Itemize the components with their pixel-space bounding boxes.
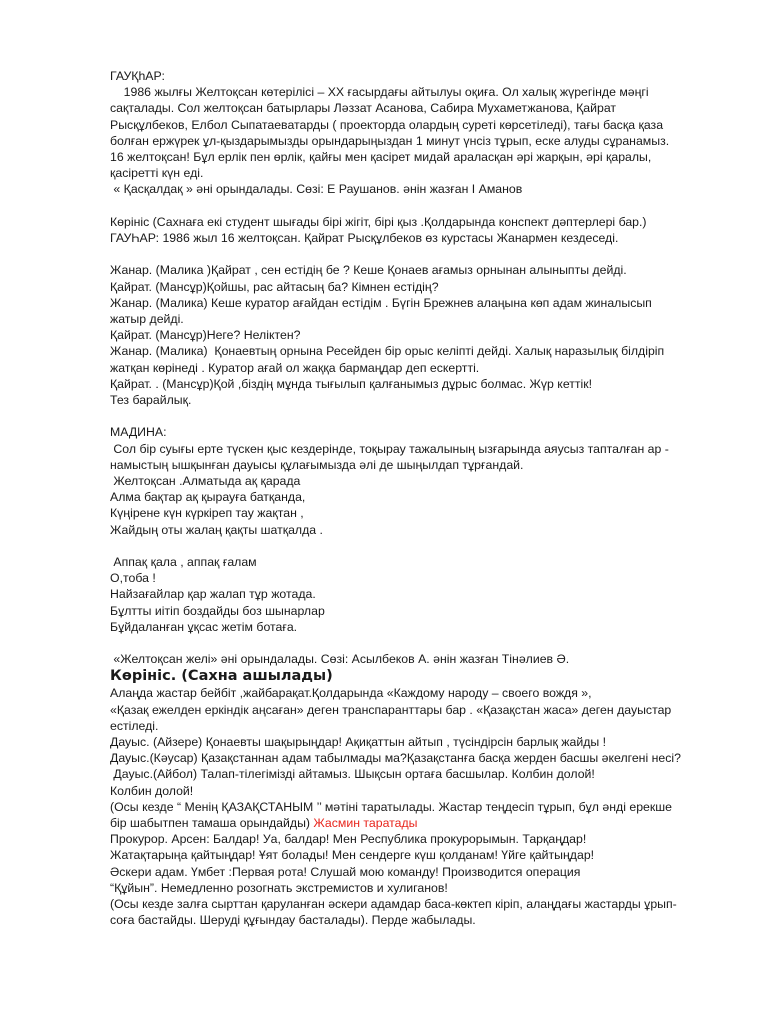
text-line: 1986 жылғы Желтоқсан көтерілісі – ХХ ғасырдағы айтылуы оқиға. Ол халық жүрегінде мәңгі <box>110 85 649 100</box>
text-line: Жанар. (Малика )Қайрат , сен естідің бе ? Кеше Қонаев ағамыз орнынан алыныпты дейді. <box>110 263 627 278</box>
text-line: ГАУҚһАР: <box>110 69 165 83</box>
text-line: Жатақтарыңа қайтыңдар! Ұят болады! Мен сендерге күш қолданам! Үйге қайтыңдар! <box>110 848 595 863</box>
song-announcement: «Желтоқсан желі» әні орындалады. Сөзі: Асылбеков А. әнін жазған Тінәлиев Ә. <box>110 652 570 667</box>
section-heading: Көрініс. (Сахна ашылады) <box>110 668 333 685</box>
text-line: 16 желтоқсан! Бұл ерлік пен өрлік, қайғы мен қасірет мидай араласқан әрі жарқын, әрі қаралы, <box>110 150 652 165</box>
poem-line: Найзағайлар қар жалап тұр жотада. <box>110 587 316 602</box>
text-line: Дауыс.(Кәусар) Қазақстаннан адам табылмады ма?Қазақстанға басқа жерден басшы әкелгені несі? <box>110 751 681 766</box>
text-line: естіледі. <box>110 718 159 733</box>
document-page <box>110 68 722 928</box>
text-line: Алаңда жастар бейбіт ,жайбарақат.Қолдарында «Каждому народу – своего вождя », <box>110 686 592 701</box>
text-line: Қайрат. (Мансұр)Неге? Неліктен? <box>110 328 301 343</box>
text-line: қасіретті күн еді. <box>110 166 204 181</box>
text-line: (Осы кезде залға сырттан қаруланған әскери адамдар баса-көктеп кіріп, алаңдағы жастарды ұрып- <box>110 897 677 912</box>
text-line: Көрініс (Сахнаға екі студент шығады бірі жігіт, бірі қыз .Қолдарында конспект дәптерлері бар.) <box>110 214 647 229</box>
text-line: жатқан көрінеді . Куратор ағай ол жаққа бармаңдар деп ескертті. <box>110 360 480 375</box>
text-line: Жанар. (Малика) Кеше куратор ағайдан естідім . Бүгін Брежнев алаңына көп адам жиналысып <box>110 295 652 310</box>
text-line: Қайрат. (Мансұр)Қойшы, рас айтасың ба? Кімнен естідің? <box>110 279 439 294</box>
scene-intro <box>110 214 722 246</box>
text-line: Рысқұлбеков, Елбол Сыпатаеватарды ( проекторда олардың суреті көрсетіледі), тағы басқа қаза <box>110 117 664 132</box>
text-line: (Осы кезде “ Менің ҚАЗАҚСТАНЫМ ’’ мәтіні таратылады. Жастар теңдесіп тұрып, бұл әнді ерекше <box>110 799 672 814</box>
text-line: соға бастайды. Шеруді құғындау басталады). Перде жабылады. <box>110 913 476 928</box>
text-line: Дауыс.(Айбол) Талап-тілегімізді айтамыз. Шықсын ортаға басшылар. Колбин долой! <box>110 767 595 782</box>
poem-line: Желтоқсан .Алматыда ақ қарада <box>110 474 301 489</box>
madina-block <box>110 424 722 537</box>
dialogue-block <box>110 262 722 408</box>
text-line: Тез барайлық. <box>110 393 192 408</box>
poem-line: Күңірене күн күркіреп тау жақтан , <box>110 506 304 521</box>
poem-line: Жайдың оты жалаң қақты шатқалда . <box>110 522 323 537</box>
text-line: ГАУҺАР: 1986 жыл 16 желтоқсан. Қайрат Рысқұлбеков өз курстасы Жанармен кездеседі. <box>110 231 619 246</box>
poem-line: Бұйдаланған ұқсас жетім ботаға. <box>110 619 298 634</box>
poem-stanza <box>110 554 722 635</box>
text-line: Дауыс. (Айзере) Қонаевты шақырыңдар! Ақиқаттын айтып , түсіндірсін барлық жайды ! <box>110 735 607 750</box>
text-line: сақталады. Сол желтоқсан батырлары Ләззат Асанова, Сабира Мухаметжанова, Қайрат <box>110 101 617 116</box>
text-line: Прокурор. Арсен: Балдар! Уа, балдар! Мен Республика прокурорымын. Тарқаңдар! <box>110 832 587 847</box>
highlighted-note: Жасмин таратады <box>313 816 418 831</box>
text-segment: бір шабытпен тамаша орындайды) <box>110 816 314 831</box>
text-line: « Қасқалдақ » әні орындалады. Сөзі: Е Раушанов. әнін жазған І Аманов <box>110 182 523 197</box>
text-line: Әскери адам. Үмбет :Первая рота! Слушай мою команду! Производится операция <box>110 864 581 879</box>
text-line: МАДИНА: <box>110 425 167 440</box>
poem-line: Бұлтты иітіп боздайды боз шынарлар <box>110 603 325 618</box>
text-line: намыстың ышқынған дауысы құлағымызда әлі де шыңылдап тұрғандай. <box>110 457 524 472</box>
text-line: Сол бір суығы ерте түскен қыс кездерінде, тоқырау тажалының ызғарында аяусыз тапталған ар - <box>110 441 669 456</box>
text-line: “Құйын”. Немедленно розогнать экстремистов и хулиганов! <box>110 880 448 895</box>
text-line <box>110 815 722 831</box>
poem-line: Алма бақтар ақ қырауға батқанда, <box>110 490 306 505</box>
poem-line: Аппақ қала , аппақ ғалам <box>110 555 257 570</box>
text-line: болған ержүрек ұл-қыздарымызды орындарыңыздан 1 минут үнсіз тұрып, еске алуды сұранамыз. <box>110 133 670 148</box>
text-line: Қайрат. . (Мансұр)Қой ,біздің мұнда тығылып қалғанымыз дұрыс болмас. Жүр кеттік! <box>110 376 593 391</box>
text-line: Жанар. (Малика) Қонаевтың орнына Ресейден бір орыс келіпті дейді. Халық наразылық білдіріп <box>110 344 665 359</box>
gaukhar-intro <box>110 68 722 198</box>
text-line: «Қазақ ежелден еркіндік аңсаған» деген транспаранттары бар . «Қазақстан жаса» деген дауыстар <box>110 702 672 717</box>
poem-line: О,тоба ! <box>110 571 156 586</box>
text-line: Колбин долой! <box>110 783 194 798</box>
square-scene <box>110 685 722 928</box>
text-line: жатыр дейді. <box>110 312 184 327</box>
